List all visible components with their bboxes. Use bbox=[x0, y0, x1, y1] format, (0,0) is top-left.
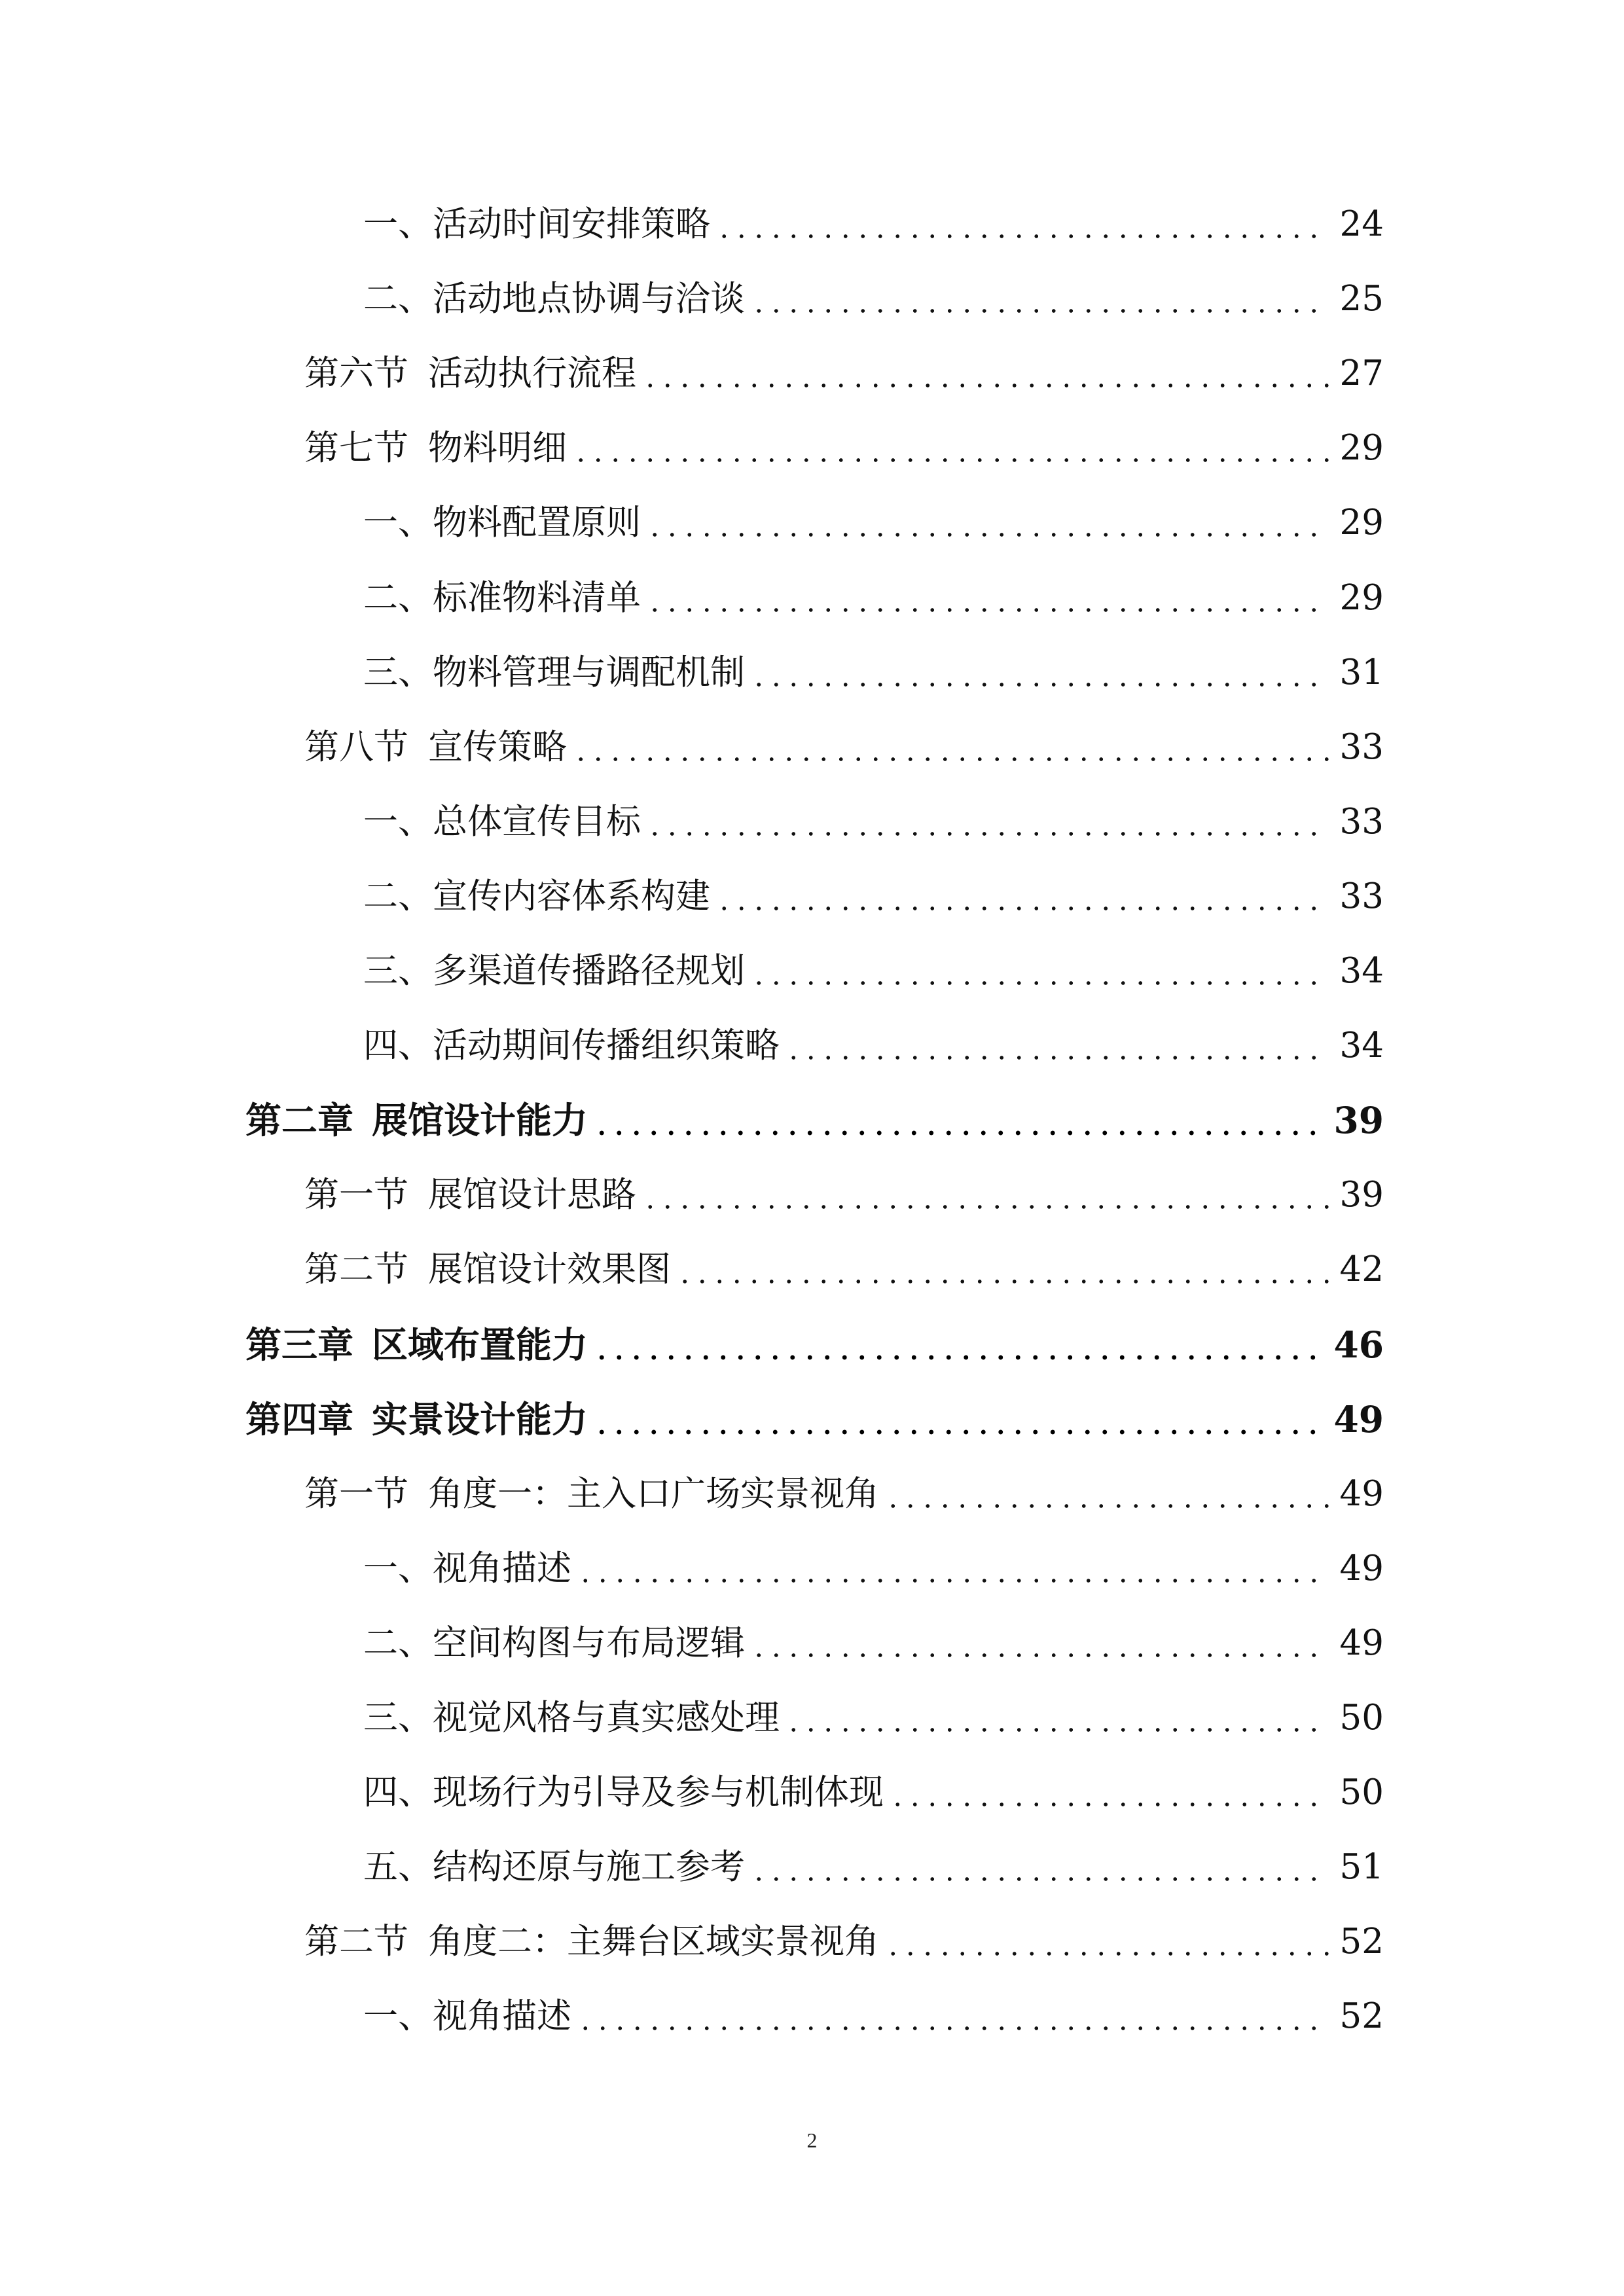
dot-leader bbox=[750, 1851, 1329, 1882]
toc-entry-label bbox=[363, 204, 710, 244]
toc-entry-title: 活动执行流程 bbox=[428, 353, 636, 393]
toc-subsection-entry[interactable] bbox=[363, 933, 1384, 1008]
dot-leader bbox=[593, 1328, 1323, 1361]
dot-leader bbox=[572, 432, 1329, 463]
toc-entry-title: 展馆设计效果图 bbox=[428, 1249, 671, 1289]
toc-entry-label bbox=[245, 1397, 588, 1441]
toc-page-number: 33 bbox=[1339, 801, 1384, 842]
dot-leader bbox=[593, 1403, 1323, 1435]
toc-page-number: 29 bbox=[1339, 502, 1384, 543]
toc-page-number: 33 bbox=[1339, 726, 1384, 767]
dot-leader bbox=[577, 1552, 1329, 1584]
toc-subsection-entry[interactable] bbox=[363, 635, 1384, 709]
dot-leader bbox=[577, 2000, 1329, 2032]
toc-entry-label bbox=[363, 876, 710, 916]
toc-entry-label bbox=[363, 278, 745, 319]
toc-page-number: 25 bbox=[1339, 278, 1384, 319]
toc-section-entry[interactable] bbox=[304, 410, 1384, 485]
toc-page-number: 46 bbox=[1333, 1323, 1384, 1366]
toc-entry-label bbox=[363, 1623, 745, 1663]
toc-entry-number: 第六节 bbox=[304, 353, 408, 393]
toc-entry-label bbox=[245, 1323, 588, 1366]
toc-entry-title: 一、总体宣传目标 bbox=[363, 801, 641, 842]
toc-page-number: 49 bbox=[1339, 1473, 1384, 1514]
toc-entry-title: 四、活动期间传播组织策略 bbox=[363, 1025, 780, 1066]
toc-page-number: 34 bbox=[1339, 1025, 1384, 1066]
toc-entry-title: 展馆设计思路 bbox=[428, 1174, 636, 1215]
toc-page-number: 33 bbox=[1339, 876, 1384, 916]
toc-page-number: 49 bbox=[1339, 1623, 1384, 1663]
toc-entry-title: 二、活动地点协调与洽谈 bbox=[363, 278, 745, 319]
toc-entry-label bbox=[304, 1473, 879, 1514]
toc-entry-label bbox=[363, 1548, 571, 1588]
toc-subsection-entry[interactable] bbox=[363, 1755, 1384, 1829]
toc-chapter-entry[interactable] bbox=[245, 1382, 1384, 1456]
dot-leader bbox=[750, 1627, 1329, 1659]
toc-entry-title: 实景设计能力 bbox=[372, 1397, 588, 1441]
toc-entry-number: 第一节 bbox=[304, 1174, 408, 1215]
toc-entry-title: 五、结构还原与施工参考 bbox=[363, 1846, 745, 1887]
dot-leader bbox=[715, 880, 1329, 912]
toc-entry-label bbox=[304, 1174, 636, 1215]
toc-entry-number: 第二节 bbox=[304, 1249, 408, 1289]
toc-subsection-entry[interactable] bbox=[363, 485, 1384, 560]
toc-entry-label bbox=[304, 1921, 879, 1962]
toc-subsection-entry[interactable] bbox=[363, 859, 1384, 933]
toc-entry-title: 一、视角描述 bbox=[363, 1548, 571, 1588]
toc-section-entry[interactable] bbox=[304, 709, 1384, 784]
toc-entry-label bbox=[363, 577, 641, 618]
toc-entry-title: 三、物料管理与调配机制 bbox=[363, 652, 745, 692]
toc-section-entry[interactable] bbox=[304, 1456, 1384, 1531]
toc-entry-number: 第三章 bbox=[245, 1323, 354, 1366]
toc-subsection-entry[interactable] bbox=[363, 784, 1384, 859]
dot-leader bbox=[646, 806, 1329, 837]
toc-subsection-entry[interactable] bbox=[363, 1829, 1384, 1904]
toc-entry-title: 一、活动时间安排策略 bbox=[363, 204, 710, 244]
toc-entry-number: 第七节 bbox=[304, 427, 408, 468]
toc-page-number: 50 bbox=[1339, 1697, 1384, 1738]
dot-leader bbox=[641, 357, 1329, 389]
toc-entry-title: 物料明细 bbox=[428, 427, 567, 468]
dot-leader bbox=[646, 582, 1329, 613]
toc-entry-number: 第二章 bbox=[245, 1098, 354, 1141]
toc-entry-label bbox=[363, 801, 641, 842]
toc-subsection-entry[interactable] bbox=[363, 187, 1384, 261]
toc-section-entry[interactable] bbox=[304, 336, 1384, 410]
toc-page-number: 34 bbox=[1339, 950, 1384, 991]
toc-entry-number: 第八节 bbox=[304, 726, 408, 767]
toc-entry-title: 角度二：主舞台区域实景视角 bbox=[428, 1921, 879, 1962]
toc-page-number: 42 bbox=[1339, 1249, 1384, 1289]
toc-subsection-entry[interactable] bbox=[363, 1531, 1384, 1605]
toc-page-number: 52 bbox=[1339, 1996, 1384, 2036]
toc-entry-label bbox=[363, 1697, 780, 1738]
toc-entry-label bbox=[363, 1996, 571, 2036]
toc-subsection-entry[interactable] bbox=[363, 560, 1384, 635]
dot-leader bbox=[676, 1253, 1329, 1285]
toc-entry-number: 第一节 bbox=[304, 1473, 408, 1514]
toc-page-number: 27 bbox=[1339, 353, 1384, 393]
dot-leader bbox=[641, 1179, 1329, 1210]
toc-chapter-entry[interactable] bbox=[245, 1307, 1384, 1382]
toc-subsection-entry[interactable] bbox=[363, 1979, 1384, 2053]
toc-entry-title: 四、现场行为引导及参与机制体现 bbox=[363, 1772, 884, 1812]
toc-page-number: 24 bbox=[1339, 204, 1384, 244]
toc-entry-title: 二、宣传内容体系构建 bbox=[363, 876, 710, 916]
toc-entry-title: 展馆设计能力 bbox=[372, 1098, 588, 1141]
dot-leader bbox=[884, 1926, 1329, 1957]
toc-page-number: 50 bbox=[1339, 1772, 1384, 1812]
toc-entry-title: 角度一：主入口广场实景视角 bbox=[428, 1473, 879, 1514]
toc-subsection-entry[interactable] bbox=[363, 1605, 1384, 1680]
toc-page-number: 39 bbox=[1339, 1174, 1384, 1215]
toc-entry-label bbox=[363, 502, 641, 543]
toc-entry-label bbox=[363, 1772, 884, 1812]
toc-entry-title: 二、空间构图与布局逻辑 bbox=[363, 1623, 745, 1663]
toc-page-number: 29 bbox=[1339, 577, 1384, 618]
toc-page-number: 29 bbox=[1339, 427, 1384, 468]
dot-leader bbox=[572, 731, 1329, 762]
toc-chapter-entry[interactable] bbox=[245, 1083, 1384, 1157]
page-number: 2 bbox=[806, 2128, 818, 2152]
toc-entry-title: 二、标准物料清单 bbox=[363, 577, 641, 618]
dot-leader bbox=[884, 1478, 1329, 1509]
toc-entry-title: 宣传策略 bbox=[428, 726, 567, 767]
dot-leader bbox=[750, 656, 1329, 688]
toc-subsection-entry[interactable] bbox=[363, 261, 1384, 336]
dot-leader bbox=[715, 208, 1329, 240]
toc-entry-label bbox=[304, 1249, 671, 1289]
toc-entry-label bbox=[245, 1098, 588, 1141]
toc-entry-label bbox=[304, 726, 567, 767]
dot-leader bbox=[646, 507, 1329, 538]
toc-page-number: 51 bbox=[1339, 1846, 1384, 1887]
dot-leader bbox=[750, 955, 1329, 986]
dot-leader bbox=[593, 1103, 1323, 1136]
toc-entry-number: 第四章 bbox=[245, 1397, 354, 1441]
toc-entry-title: 三、多渠道传播路径规划 bbox=[363, 950, 745, 991]
dot-leader bbox=[889, 1776, 1329, 1808]
toc-entry-title: 一、视角描述 bbox=[363, 1996, 571, 2036]
toc-entry-title: 区域布置能力 bbox=[372, 1323, 588, 1366]
toc-entry-label bbox=[304, 427, 567, 468]
toc-entry-label bbox=[363, 1025, 780, 1066]
dot-leader bbox=[750, 283, 1329, 314]
toc-section-entry[interactable] bbox=[304, 1232, 1384, 1306]
toc-entry-label bbox=[363, 1846, 745, 1887]
toc-entry-label bbox=[363, 652, 745, 692]
toc-entry-number: 第二节 bbox=[304, 1921, 408, 1962]
toc-entry-title: 三、视觉风格与真实感处理 bbox=[363, 1697, 780, 1738]
toc-section-entry[interactable] bbox=[304, 1157, 1384, 1232]
toc-page-number: 52 bbox=[1339, 1921, 1384, 1962]
toc-entry-label bbox=[363, 950, 745, 991]
toc-entry-title: 一、物料配置原则 bbox=[363, 502, 641, 543]
toc-entry-label bbox=[304, 353, 636, 393]
toc-page-number: 39 bbox=[1333, 1098, 1384, 1141]
toc-section-entry[interactable] bbox=[304, 1904, 1384, 1979]
toc-subsection-entry[interactable] bbox=[363, 1008, 1384, 1083]
dot-leader bbox=[785, 1030, 1329, 1061]
dot-leader bbox=[785, 1702, 1329, 1733]
toc-page-number: 49 bbox=[1339, 1548, 1384, 1588]
toc-page-number: 31 bbox=[1339, 652, 1384, 692]
toc-subsection-entry[interactable] bbox=[363, 1680, 1384, 1755]
toc-page-number: 49 bbox=[1333, 1397, 1384, 1441]
